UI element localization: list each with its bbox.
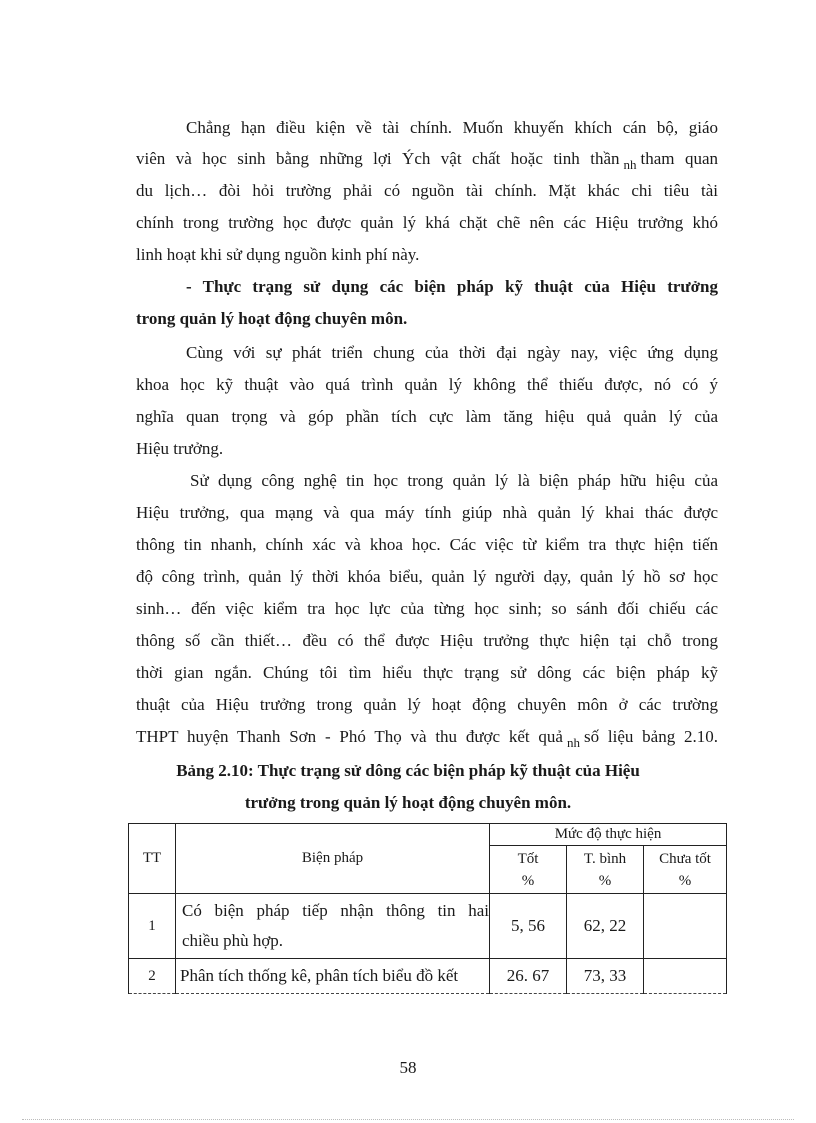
para2-line-4: Hiệu trưởng.	[136, 439, 224, 458]
header-good	[490, 846, 567, 894]
para1-line-2	[136, 149, 718, 170]
heading-line-2: trong quản lý hoạt động chuyên môn.	[136, 309, 408, 328]
para1-line-3: du lịch… đòi hỏi trường phải có nguồn tài chính. Mặt khác chi tiêu tài	[136, 181, 718, 200]
table-row	[129, 894, 727, 959]
row2-tt: 2	[129, 959, 176, 994]
para3-line-9-tail: số liệu bảng 2.10.	[583, 727, 718, 746]
header-measure: Biện pháp	[176, 824, 490, 894]
para1-line-5: linh hoạt khi sử dụng nguồn kinh phí này.	[136, 245, 420, 264]
table-caption-line-1: Bảng 2.10: Thực trạng sử dông các biện pháp kỹ thuật của Hiệu	[176, 761, 640, 780]
page-footer-divider	[22, 1119, 794, 1120]
para3-line-8: thuật của Hiệu trưởng trong quản lý hoạt động chuyên môn ở các trường	[136, 695, 718, 714]
para3-line-1: Sử dụng công nghệ tin học trong quản lý là biện pháp hữu hiệu của	[190, 471, 718, 490]
para3-line-9	[136, 727, 718, 748]
row2-avg: 73, 33	[567, 959, 644, 994]
header-level: Mức độ thực hiện	[490, 824, 727, 846]
row2-good: 26. 67	[490, 959, 567, 994]
para3-line-5: sinh… đến việc kiểm tra học lực của từng học sinh; so sánh đối chiếu các	[136, 599, 718, 618]
row2-notgood	[644, 959, 727, 994]
para2-line-2: khoa học kỹ thuật vào quá trình quản lý không thể thiếu được, nó có ý	[136, 375, 718, 394]
row1-tt: 1	[129, 894, 176, 959]
header-good-unit: %	[521, 872, 535, 889]
table-caption-line-2: trưởng trong quản lý hoạt động chuyên môn.	[244, 793, 572, 812]
para3-line-7: thời gian ngắn. Chúng tôi tìm hiểu thực trạng sử dông các biện pháp kỹ	[136, 663, 718, 682]
header-notgood-unit: %	[678, 872, 692, 889]
para3-line-3: thông tin nhanh, chính xác và khoa học. Các việc từ kiểm tra thực hiện tiến	[136, 535, 718, 554]
table-row	[129, 959, 727, 994]
para3-line-2: Hiệu trưởng, qua mạng và qua máy tính giúp nhà quản lý khai thác được	[136, 503, 718, 522]
page-number: 58	[399, 1058, 417, 1077]
header-notgood-label: Chưa tốt	[659, 850, 711, 867]
heading-line-1: - Thực trạng sử dụng các biện pháp kỹ thuật của Hiệu trưởng	[186, 277, 718, 296]
row1-measure	[176, 894, 490, 959]
table-header-row-1	[129, 824, 727, 846]
header-tt: TT	[129, 824, 176, 894]
row1-measure-line-2: chiều phù hợp.	[182, 931, 284, 950]
para3-line-6: thông số cần thiết… đều có thể được Hiệu trưởng thực hiện tại chỗ trong	[136, 631, 718, 650]
para3-line-9-text: THPT huyện Thanh Sơn - Phó Thọ và thu được kết quả	[136, 727, 563, 746]
row2-measure: Phân tích thống kê, phân tích biểu đồ kết	[176, 959, 490, 994]
header-avg-unit: %	[598, 872, 612, 889]
para2-line-1: Cùng với sự phát triển chung của thời đại ngày nay, việc ứng dụng	[186, 343, 718, 362]
data-table	[128, 823, 727, 994]
para1-line-2-sub: nh	[623, 157, 637, 172]
row1-avg: 62, 22	[567, 894, 644, 959]
row1-notgood	[644, 894, 727, 959]
row1-measure-line-1: Có biện pháp tiếp nhận thông tin hai	[182, 901, 489, 920]
row1-good: 5, 56	[490, 894, 567, 959]
para1-line-4: chính trong trường học được quản lý khá chặt chẽ nên các Hiệu trưởng khó	[136, 213, 718, 232]
para3-line-9-sub: nh	[566, 735, 580, 750]
para1-line-1: Chẳng hạn điều kiện về tài chính. Muốn khuyến khích cán bộ, giáo	[186, 118, 718, 137]
header-good-label: Tốt	[517, 850, 539, 867]
para1-line-2-text: viên và học sinh bằng những lợi Ých vật chất hoặc tinh thần	[136, 149, 620, 168]
para2-line-3: nghĩa quan trọng và góp phần tích cực làm tăng hiệu quả quản lý của	[136, 407, 718, 426]
para1-line-2-tail: tham quan	[640, 149, 718, 168]
header-avg-label: T. bình	[583, 850, 627, 867]
header-avg	[567, 846, 644, 894]
header-notgood	[644, 846, 727, 894]
para3-line-4: độ công trình, quản lý thời khóa biểu, quản lý người dạy, quản lý hồ sơ học	[136, 567, 718, 586]
